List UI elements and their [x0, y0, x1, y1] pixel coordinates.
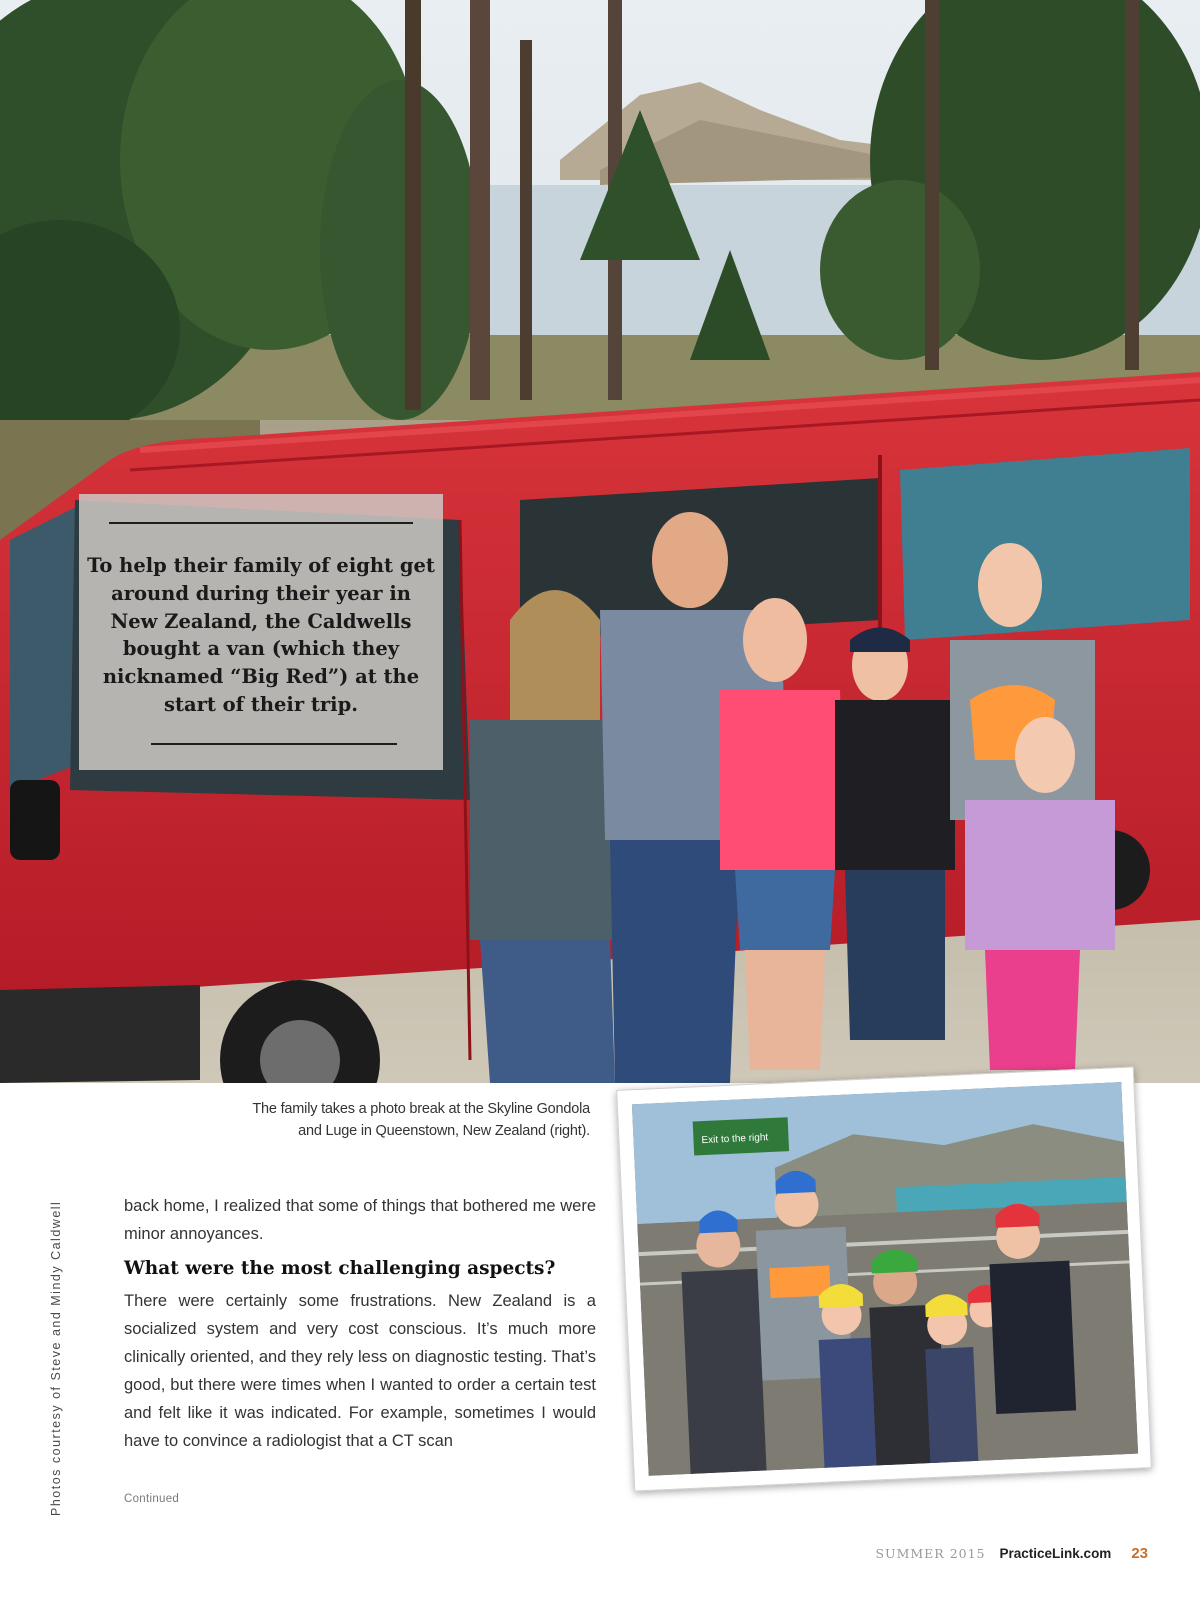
article-paragraph-1: back home, I realized that some of things that bothered me were minor annoyances. — [124, 1197, 596, 1243]
article-paragraph-2: There were certainly some frustrations. New Zealand is a socialized system and very cost conscious. It’s much more clinically oriented, and they rely less on diagnostic testing. That’s good, but there were times when I wanted to order a certain test and felt like it was indicated. For example, sometimes I would have to convince a radiologist that a CT scan — [124, 1292, 596, 1450]
footer-issue: SUMMER 2015 — [875, 1546, 986, 1561]
photo-caption — [200, 1098, 590, 1142]
photo-credit: Photos courtesy of Steve and Mindy Caldwell — [49, 1200, 63, 1516]
continued-label: Continued — [124, 1493, 180, 1505]
page-footer — [875, 1545, 1148, 1562]
caption-line-2: and Luge in Queenstown, New Zealand (right). — [298, 1123, 590, 1139]
footer-site-link[interactable]: PracticeLink.com — [999, 1546, 1112, 1561]
inset-photo-frame — [616, 1066, 1152, 1491]
page-number: 23 — [1131, 1545, 1148, 1562]
caption-line-1: The family takes a photo break at the Skyline Gondola — [252, 1101, 590, 1117]
article-column — [124, 1192, 596, 1455]
pull-quote-rule-top — [109, 522, 413, 524]
pull-quote-box — [79, 494, 443, 770]
pull-quote-text: To help their family of eight get around during their year in New Zealand, the Caldwells bought a van (which they nicknamed “Big Red”) at the start of their trip. — [87, 554, 435, 716]
pull-quote-rule-bottom — [151, 743, 397, 745]
article-subhead: What were the most challenging aspects? — [124, 1258, 556, 1279]
gondola-family-photo — [632, 1082, 1138, 1476]
inset-sign-text: Exit to the right — [701, 1132, 769, 1147]
